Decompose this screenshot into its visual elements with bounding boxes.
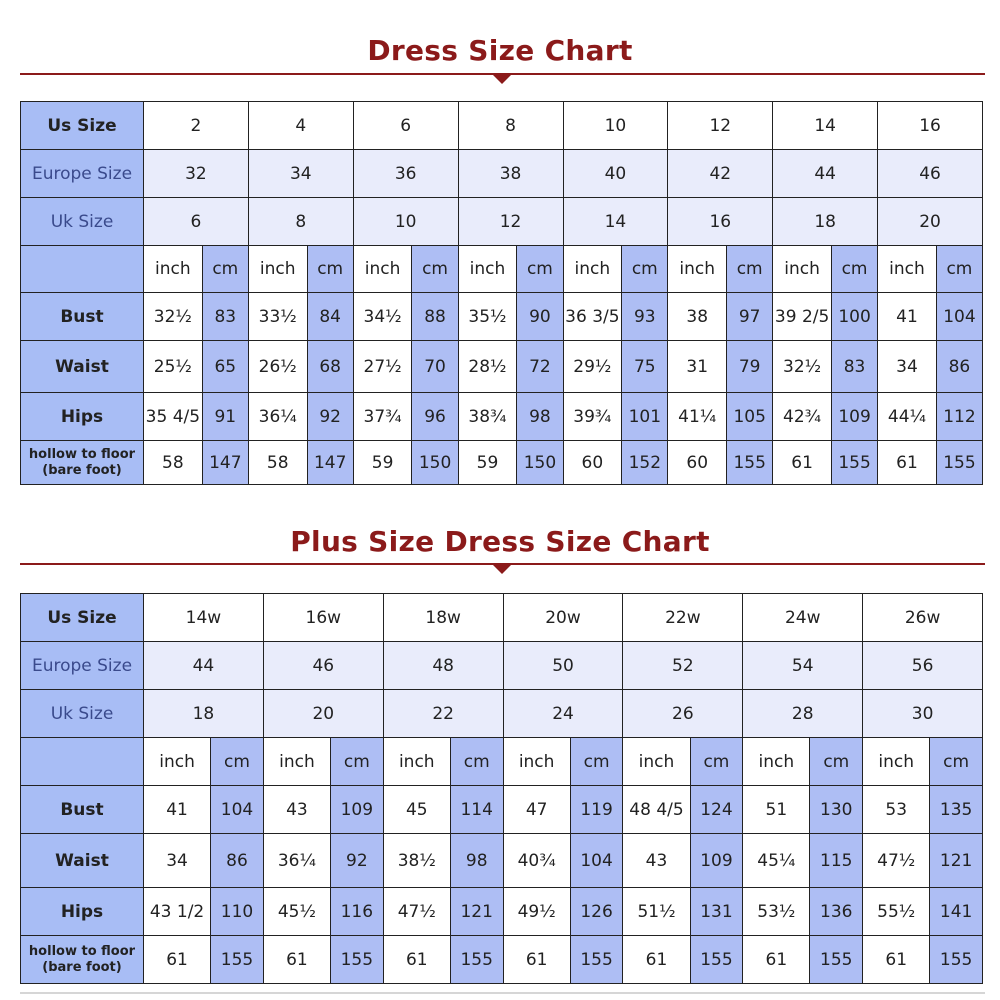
waist-cm-cell: 70: [412, 341, 458, 393]
unit-cm-header: cm: [936, 246, 982, 293]
unit-inch-header: inch: [743, 738, 810, 786]
uk-size-cell: 22: [383, 690, 503, 738]
hollow-to-floor-cm-cell: 155: [330, 936, 383, 984]
us-size-cell: 14: [773, 102, 878, 150]
waist-cm-cell: 115: [810, 834, 863, 888]
bust-inch-cell: 47: [503, 786, 570, 834]
uk-size-cell: 8: [248, 198, 353, 246]
uk-size-row: [21, 198, 983, 246]
europe-size-label: Europe Size: [21, 150, 144, 198]
bust-inch-cell: 34½: [353, 293, 412, 341]
waist-inch-cell: 45¼: [743, 834, 810, 888]
hollow-to-floor-inch-cell: 61: [878, 441, 937, 485]
unit-cm-header: cm: [930, 738, 983, 786]
hips-cm-cell: 96: [412, 393, 458, 441]
europe-size-cell: 38: [458, 150, 563, 198]
hips-label: Hips: [21, 393, 144, 441]
uk-size-cell: 24: [503, 690, 623, 738]
hips-inch-cell: 45½: [263, 888, 330, 936]
hips-cm-cell: 109: [831, 393, 877, 441]
hollow-to-floor-cm-cell: 152: [622, 441, 668, 485]
europe-size-cell: 48: [383, 642, 503, 690]
uk-size-cell: 28: [743, 690, 863, 738]
bust-cm-cell: 135: [930, 786, 983, 834]
bust-inch-cell: 39 2/5: [773, 293, 832, 341]
bust-inch-cell: 35½: [458, 293, 517, 341]
hips-label: Hips: [21, 888, 144, 936]
hollow-to-floor-cm-cell: 147: [202, 441, 248, 485]
europe-size-cell: 56: [863, 642, 983, 690]
hollow-to-floor-inch-cell: 61: [743, 936, 810, 984]
bust-cm-cell: 90: [517, 293, 563, 341]
unit-inch-header: inch: [863, 738, 930, 786]
waist-inch-cell: 47½: [863, 834, 930, 888]
unit-inch-header: inch: [503, 738, 570, 786]
unit-inch-header: inch: [144, 246, 203, 293]
hips-inch-cell: 44¼: [878, 393, 937, 441]
waist-cm-cell: 86: [936, 341, 982, 393]
bust-row: [21, 786, 983, 834]
waist-inch-cell: 36¼: [263, 834, 330, 888]
us-size-cell: 20w: [503, 594, 623, 642]
waist-inch-cell: 38½: [383, 834, 450, 888]
bust-inch-cell: 51: [743, 786, 810, 834]
unit-cm-header: cm: [202, 246, 248, 293]
europe-size-cell: 44: [144, 642, 264, 690]
uk-size-cell: 18: [144, 690, 264, 738]
europe-size-label: Europe Size: [21, 642, 144, 690]
unit-inch-header: inch: [248, 246, 307, 293]
unit-cm-header: cm: [517, 246, 563, 293]
unit-cm-header: cm: [690, 738, 743, 786]
waist-cm-cell: 72: [517, 341, 563, 393]
waist-inch-cell: 43: [623, 834, 690, 888]
hollow-to-floor-inch-cell: 61: [623, 936, 690, 984]
hollow-to-floor-inch-cell: 58: [144, 441, 203, 485]
bust-cm-cell: 100: [831, 293, 877, 341]
hips-cm-cell: 116: [330, 888, 383, 936]
uk-size-row: [21, 690, 983, 738]
hips-cm-cell: 92: [307, 393, 353, 441]
hips-cm-cell: 141: [930, 888, 983, 936]
bust-cm-cell: 97: [727, 293, 773, 341]
waist-cm-cell: 75: [622, 341, 668, 393]
hollow-to-floor-inch-cell: 61: [144, 936, 211, 984]
hips-inch-cell: 35 4/5: [144, 393, 203, 441]
hollow-to-floor-label: hollow to floor (bare foot): [21, 441, 144, 485]
us-size-label: Us Size: [21, 102, 144, 150]
hips-inch-cell: 42¾: [773, 393, 832, 441]
waist-inch-cell: 29½: [563, 341, 622, 393]
unit-inch-header: inch: [383, 738, 450, 786]
bust-inch-cell: 48 4/5: [623, 786, 690, 834]
hollow-to-floor-inch-cell: 61: [503, 936, 570, 984]
hips-inch-cell: 55½: [863, 888, 930, 936]
us-size-cell: 6: [353, 102, 458, 150]
unit-inch-header: inch: [623, 738, 690, 786]
hollow-to-floor-cm-cell: 155: [211, 936, 264, 984]
europe-size-cell: 54: [743, 642, 863, 690]
hollow-to-floor-cm-cell: 155: [831, 441, 877, 485]
hollow-to-floor-cm-cell: 155: [690, 936, 743, 984]
unit-row-label: [21, 246, 144, 293]
europe-size-row: [21, 150, 983, 198]
hollow-to-floor-inch-cell: 61: [263, 936, 330, 984]
europe-size-cell: 42: [668, 150, 773, 198]
bust-cm-cell: 109: [330, 786, 383, 834]
waist-cm-cell: 98: [450, 834, 503, 888]
hips-inch-cell: 41¼: [668, 393, 727, 441]
waist-cm-cell: 92: [330, 834, 383, 888]
hips-inch-cell: 47½: [383, 888, 450, 936]
bust-cm-cell: 114: [450, 786, 503, 834]
divider-notch-icon: [493, 565, 511, 574]
waist-cm-cell: 109: [690, 834, 743, 888]
us-size-cell: 16: [878, 102, 983, 150]
bust-inch-cell: 38: [668, 293, 727, 341]
waist-cm-cell: 79: [727, 341, 773, 393]
hollow-to-floor-inch-cell: 61: [773, 441, 832, 485]
hips-cm-cell: 101: [622, 393, 668, 441]
unit-inch-header: inch: [878, 246, 937, 293]
hollow-to-floor-inch-cell: 60: [563, 441, 622, 485]
hips-inch-cell: 43 1/2: [144, 888, 211, 936]
unit-inch-header: inch: [773, 246, 832, 293]
hollow-to-floor-cm-cell: 150: [412, 441, 458, 485]
hips-row: [21, 888, 983, 936]
hips-inch-cell: 39¾: [563, 393, 622, 441]
waist-inch-cell: 40¾: [503, 834, 570, 888]
bust-cm-cell: 84: [307, 293, 353, 341]
hollow-to-floor-inch-cell: 60: [668, 441, 727, 485]
hips-cm-cell: 112: [936, 393, 982, 441]
unit-cm-header: cm: [810, 738, 863, 786]
bust-inch-cell: 43: [263, 786, 330, 834]
bust-cm-cell: 124: [690, 786, 743, 834]
hips-cm-cell: 131: [690, 888, 743, 936]
waist-row: [21, 341, 983, 393]
waist-inch-cell: 28½: [458, 341, 517, 393]
unit-cm-header: cm: [412, 246, 458, 293]
bust-cm-cell: 83: [202, 293, 248, 341]
bust-cm-cell: 119: [570, 786, 623, 834]
uk-size-label: Uk Size: [21, 690, 144, 738]
dress-size-chart-title: Dress Size Chart: [367, 34, 633, 67]
us-size-cell: 4: [248, 102, 353, 150]
hips-inch-cell: 37¾: [353, 393, 412, 441]
hollow-to-floor-cm-cell: 155: [570, 936, 623, 984]
bust-cm-cell: 130: [810, 786, 863, 834]
uk-size-cell: 12: [458, 198, 563, 246]
hollow-to-floor-cm-cell: 155: [727, 441, 773, 485]
hollow-to-floor-label: hollow to floor (bare foot): [21, 936, 144, 984]
us-size-cell: 12: [668, 102, 773, 150]
us-size-cell: 8: [458, 102, 563, 150]
waist-cm-cell: 68: [307, 341, 353, 393]
hips-cm-cell: 121: [450, 888, 503, 936]
hollow-to-floor-cm-cell: 150: [517, 441, 563, 485]
hips-cm-cell: 98: [517, 393, 563, 441]
bust-inch-cell: 41: [144, 786, 211, 834]
hips-cm-cell: 91: [202, 393, 248, 441]
hollow-to-floor-inch-cell: 58: [248, 441, 307, 485]
europe-size-cell: 32: [144, 150, 249, 198]
hollow-to-floor-inch-cell: 61: [863, 936, 930, 984]
unit-inch-header: inch: [563, 246, 622, 293]
bust-label: Bust: [21, 293, 144, 341]
europe-size-cell: 50: [503, 642, 623, 690]
us-size-cell: 22w: [623, 594, 743, 642]
europe-size-cell: 44: [773, 150, 878, 198]
uk-size-label: Uk Size: [21, 198, 144, 246]
us-size-cell: 2: [144, 102, 249, 150]
unit-cm-header: cm: [570, 738, 623, 786]
waist-cm-cell: 121: [930, 834, 983, 888]
us-size-cell: 14w: [144, 594, 264, 642]
unit-inch-header: inch: [458, 246, 517, 293]
us-size-cell: 24w: [743, 594, 863, 642]
waist-inch-cell: 27½: [353, 341, 412, 393]
hollow-to-floor-cm-cell: 155: [936, 441, 982, 485]
hips-cm-cell: 110: [211, 888, 264, 936]
hollow-to-floor-inch-cell: 59: [458, 441, 517, 485]
hollow-to-floor-cm-cell: 155: [450, 936, 503, 984]
uk-size-cell: 6: [144, 198, 249, 246]
europe-size-cell: 52: [623, 642, 743, 690]
plus-size-chart-title: Plus Size Dress Size Chart: [290, 525, 710, 558]
waist-inch-cell: 32½: [773, 341, 832, 393]
waist-cm-cell: 104: [570, 834, 623, 888]
unit-inch-header: inch: [263, 738, 330, 786]
europe-size-cell: 46: [263, 642, 383, 690]
hips-cm-cell: 126: [570, 888, 623, 936]
hips-cm-cell: 136: [810, 888, 863, 936]
unit-cm-header: cm: [831, 246, 877, 293]
waist-inch-cell: 26½: [248, 341, 307, 393]
hips-inch-cell: 38¾: [458, 393, 517, 441]
unit-inch-header: inch: [144, 738, 211, 786]
unit-cm-header: cm: [307, 246, 353, 293]
unit-row: [21, 246, 983, 293]
us-size-cell: 16w: [263, 594, 383, 642]
waist-inch-cell: 34: [144, 834, 211, 888]
europe-size-cell: 40: [563, 150, 668, 198]
hollow-to-floor-row: [21, 441, 983, 485]
bust-inch-cell: 41: [878, 293, 937, 341]
bust-cm-cell: 104: [211, 786, 264, 834]
hips-inch-cell: 53½: [743, 888, 810, 936]
bust-cm-cell: 104: [936, 293, 982, 341]
hollow-to-floor-inch-cell: 61: [383, 936, 450, 984]
unit-cm-header: cm: [211, 738, 264, 786]
bust-cm-cell: 88: [412, 293, 458, 341]
europe-size-cell: 46: [878, 150, 983, 198]
uk-size-cell: 20: [878, 198, 983, 246]
unit-row: [21, 738, 983, 786]
waist-row: [21, 834, 983, 888]
hollow-to-floor-cm-cell: 155: [810, 936, 863, 984]
plus-size-table: [20, 593, 983, 984]
uk-size-cell: 20: [263, 690, 383, 738]
uk-size-cell: 26: [623, 690, 743, 738]
hips-row: [21, 393, 983, 441]
dress-size-table: [20, 101, 983, 485]
hips-inch-cell: 36¼: [248, 393, 307, 441]
us-size-cell: 18w: [383, 594, 503, 642]
unit-cm-header: cm: [622, 246, 668, 293]
uk-size-cell: 30: [863, 690, 983, 738]
unit-cm-header: cm: [450, 738, 503, 786]
uk-size-cell: 18: [773, 198, 878, 246]
hips-inch-cell: 49½: [503, 888, 570, 936]
hips-cm-cell: 105: [727, 393, 773, 441]
hips-inch-cell: 51½: [623, 888, 690, 936]
us-size-cell: 26w: [863, 594, 983, 642]
divider-notch-icon: [493, 75, 511, 84]
footer-divider: [20, 992, 985, 994]
hollow-to-floor-inch-cell: 59: [353, 441, 412, 485]
waist-label: Waist: [21, 341, 144, 393]
us-size-label: Us Size: [21, 594, 144, 642]
waist-label: Waist: [21, 834, 144, 888]
bust-label: Bust: [21, 786, 144, 834]
waist-inch-cell: 25½: [144, 341, 203, 393]
bust-inch-cell: 53: [863, 786, 930, 834]
europe-size-cell: 34: [248, 150, 353, 198]
waist-cm-cell: 86: [211, 834, 264, 888]
hollow-to-floor-row: [21, 936, 983, 984]
us-size-row: [21, 594, 983, 642]
bust-cm-cell: 93: [622, 293, 668, 341]
bust-inch-cell: 45: [383, 786, 450, 834]
bust-inch-cell: 36 3/5: [563, 293, 622, 341]
hollow-to-floor-cm-cell: 155: [930, 936, 983, 984]
hollow-to-floor-cm-cell: 147: [307, 441, 353, 485]
waist-cm-cell: 83: [831, 341, 877, 393]
uk-size-cell: 14: [563, 198, 668, 246]
waist-inch-cell: 34: [878, 341, 937, 393]
waist-inch-cell: 31: [668, 341, 727, 393]
bust-inch-cell: 33½: [248, 293, 307, 341]
waist-cm-cell: 65: [202, 341, 248, 393]
uk-size-cell: 10: [353, 198, 458, 246]
unit-cm-header: cm: [330, 738, 383, 786]
europe-size-row: [21, 642, 983, 690]
us-size-row: [21, 102, 983, 150]
bust-inch-cell: 32½: [144, 293, 203, 341]
unit-cm-header: cm: [727, 246, 773, 293]
unit-row-label: [21, 738, 144, 786]
us-size-cell: 10: [563, 102, 668, 150]
europe-size-cell: 36: [353, 150, 458, 198]
bust-row: [21, 293, 983, 341]
unit-inch-header: inch: [668, 246, 727, 293]
uk-size-cell: 16: [668, 198, 773, 246]
unit-inch-header: inch: [353, 246, 412, 293]
